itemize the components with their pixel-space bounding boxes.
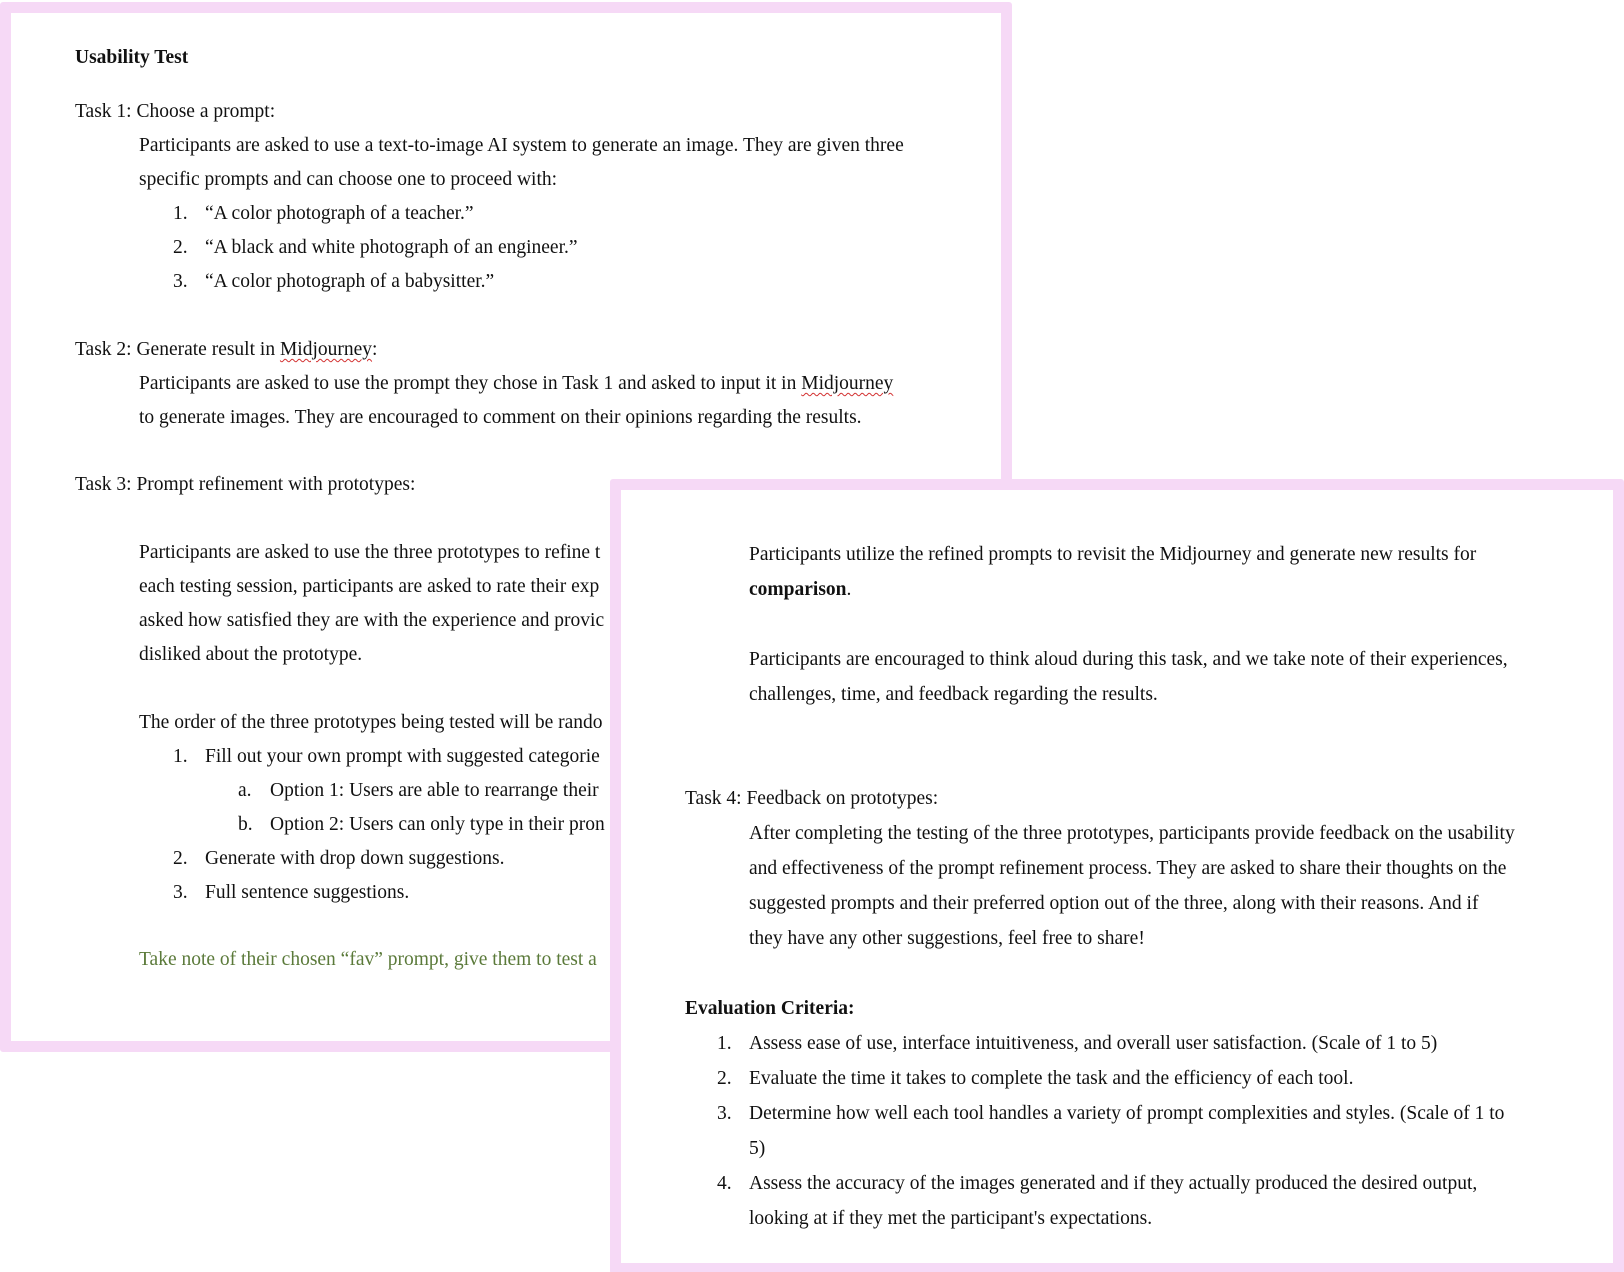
task1-item-number: 2. — [173, 237, 188, 258]
page2-para1-line1: Participants utilize the refined prompts to revisit the Midjourney and generate new results for — [749, 544, 1477, 565]
task2-desc-line2: to generate images. They are encouraged to comment on their opinions regarding the results. — [139, 407, 862, 428]
task3-subitem: Option 2: Users can only type in their pron — [270, 814, 605, 835]
task3-item: Generate with drop down suggestions. — [205, 848, 505, 869]
task3-note: Take note of their chosen “fav” prompt, give them to test a — [139, 949, 597, 970]
criteria-item: Assess ease of use, interface intuitiveness, and overall user satisfaction. (Scale of 1 to 5) — [749, 1033, 1438, 1054]
task1-desc-line2: specific prompts and can choose one to proceed with: — [139, 169, 558, 190]
criteria-item-number: 3. — [717, 1103, 732, 1124]
task3-subitem-letter: a. — [238, 780, 252, 801]
criteria-item: Assess the accuracy of the images generated and if they actually produced the desired output, — [749, 1173, 1478, 1194]
page2-para2-line2: challenges, time, and feedback regarding the results. — [749, 684, 1158, 705]
criteria-item-number: 1. — [717, 1033, 732, 1054]
task3-heading: Task 3: Prompt refinement with prototypes: — [75, 474, 416, 495]
spellcheck-word[interactable]: Midjourney — [801, 373, 894, 394]
criteria-item-continuation: 5) — [749, 1138, 766, 1159]
criteria-item-number: 4. — [717, 1173, 732, 1194]
task1-item: “A black and white photograph of an engineer.” — [205, 237, 578, 258]
task3-item: Full sentence suggestions. — [205, 882, 410, 903]
task1-heading: Task 1: Choose a prompt: — [75, 101, 276, 122]
criteria-item-continuation: looking at if they met the participant's expectations. — [749, 1208, 1153, 1229]
criteria-item: Determine how well each tool handles a variety of prompt complexities and styles. (Scale of 1 to — [749, 1103, 1505, 1124]
task3-item-number: 3. — [173, 882, 188, 903]
task1-item: “A color photograph of a teacher.” — [205, 203, 474, 224]
task3-subitem: Option 1: Users are able to rearrange their — [270, 780, 599, 801]
emphasis-word: comparison — [749, 579, 847, 600]
task4-line: suggested prompts and their preferred option out of the three, along with their reasons. And if — [749, 893, 1479, 914]
criteria-item-number: 2. — [717, 1068, 732, 1089]
criteria-item: Evaluate the time it takes to complete the task and the efficiency of each tool. — [749, 1068, 1354, 1089]
task2-desc-line1 — [139, 373, 893, 395]
task3-para-line: asked how satisfied they are with the experience and provic — [139, 610, 605, 631]
task2-heading — [75, 339, 377, 361]
task3-item-number: 2. — [173, 848, 188, 869]
task3-item: Fill out your own prompt with suggested categorie — [205, 746, 600, 767]
task2-desc-text: Participants are asked to use the prompt they chose in Task 1 and asked to input it in — [139, 373, 802, 394]
task3-item-number: 1. — [173, 746, 188, 767]
task2-heading-colon: : — [372, 339, 378, 360]
task1-item-number: 3. — [173, 271, 188, 292]
task3-subitem-letter: b. — [238, 814, 253, 835]
task3-para-line: disliked about the prototype. — [139, 644, 363, 665]
page2-para2-line1: Participants are encouraged to think aloud during this task, and we take note of their experiences, — [749, 649, 1508, 670]
document-page-2 — [610, 479, 1624, 1272]
page2-para1-line2 — [749, 579, 851, 601]
document-title: Usability Test — [75, 47, 189, 68]
task3-para-line: each testing session, participants are asked to rate their exp — [139, 576, 600, 597]
task4-line: they have any other suggestions, feel free to share! — [749, 928, 1145, 949]
task3-order-line: The order of the three prototypes being tested will be rando — [139, 712, 603, 733]
task4-heading: Task 4: Feedback on prototypes: — [685, 788, 939, 809]
task4-line: After completing the testing of the three prototypes, participants provide feedback on the usability — [749, 823, 1515, 844]
task2-heading-text: Task 2: Generate result in — [75, 339, 280, 360]
task3-para-line: Participants are asked to use the three prototypes to refine t — [139, 542, 601, 563]
task4-line: and effectiveness of the prompt refinement process. They are asked to share their thoughts on the — [749, 858, 1507, 879]
period: . — [846, 579, 852, 600]
task1-item-number: 1. — [173, 203, 188, 224]
task1-item: “A color photograph of a babysitter.” — [205, 271, 495, 292]
task1-desc-line1: Participants are asked to use a text-to-image AI system to generate an image. They are given three — [139, 135, 904, 156]
spellcheck-word[interactable]: Midjourney — [279, 339, 373, 360]
criteria-heading: Evaluation Criteria: — [685, 998, 855, 1019]
